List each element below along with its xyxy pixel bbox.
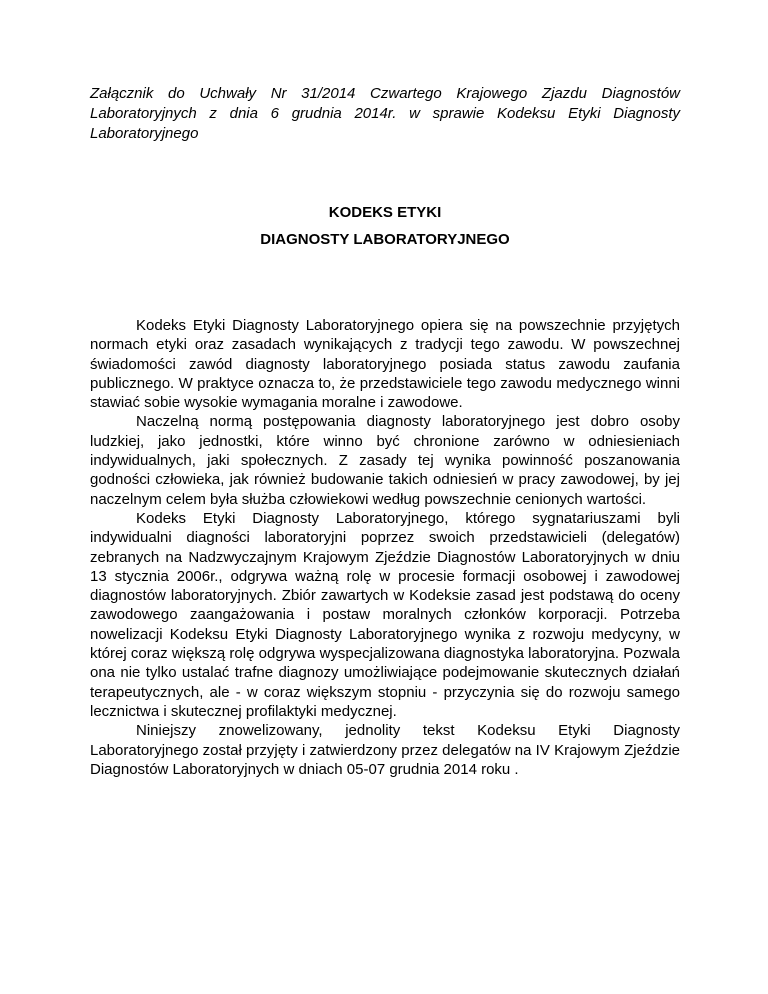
body-paragraph-1: Kodeks Etyki Diagnosty Laboratoryjnego opiera się na powszechnie przyjętych normach etyki oraz zasadach wynikających z tradycji tego zawodu. W powszechnej świadomości zawód diagnosty laboratoryjnego posiada status zawodu zaufania publicznego. W praktyce oznacza to, że przedstawiciele tego zawodu medycznego winni stawiać sobie wysokie wymagania moralne i zawodowe. xyxy=(90,317,680,412)
body-paragraph-3: Kodeks Etyki Diagnosty Laboratoryjnego, którego sygnatariuszami byli indywidualni diagności laboratoryjni poprzez swoich przedstawicieli (delegatów) zebranych na Nadzwyczajnym Krajowym Zjeździe Diagnostów Laboratoryjnych w dniu 13 stycznia 2006r., odgrywa ważną rolę w procesie formacji osobowej i zawodowej diagnostów laboratoryjnych. Zbiór zawartych w Kodeksie zasad jest podstawą do oceny zawodowego zaangażowania i postaw moralnych członków korporacji. Potrzeba nowelizacji Kodeksu Etyki Diagnosty Laboratoryjnego wynika z rozwoju medycyny, w której coraz większą rolę odgrywa wyspecjalizowana diagnostyka laboratoryjna. Pozwala ona nie tylko ustalać trafne diagnozy umożliwiające podejmowanie skutecznych działań terapeutycznych, ale - w coraz większym stopniu - przyczynia się do rozwoju samego lecznictwa i skutecznej profilaktyki medycznej. xyxy=(90,509,680,720)
body-paragraph-2: Naczelną normą postępowania diagnosty laboratoryjnego jest dobro osoby ludzkiej, jako jednostki, które winno być chronione zarówno w odniesieniach indywidualnych, jaki społecznych. Z zasady tej wynika powinność poszanowania godności człowieka, jak również budowanie takich odniesień w pracy zawodowej, by jej naczelnym celem była służba człowiekowi według powszechnie cenionych wartości. xyxy=(90,413,680,508)
body-paragraph-4: Niniejszy znowelizowany, jednolity tekst Kodeksu Etyki Diagnosty Laboratoryjnego został przyjęty i zatwierdzony przez delegatów na IV Krajowym Zjeździe Diagnostów Laboratoryjnych w dniach 05-07 grudnia 2014 roku . xyxy=(90,722,680,778)
annex-reference: Załącznik do Uchwały Nr 31/2014 Czwartego Krajowego Zjazdu Diagnostów Laboratoryjnych z dnia 6 grudnia 2014r. w sprawie Kodeksu Etyki Diagnosty Laboratoryjnego xyxy=(90,85,680,142)
document-title-line1: KODEKS ETYKI xyxy=(328,204,442,221)
document-title-line2: DIAGNOSTY LABORATORYJNEGO xyxy=(260,231,510,248)
document-body xyxy=(90,316,680,779)
